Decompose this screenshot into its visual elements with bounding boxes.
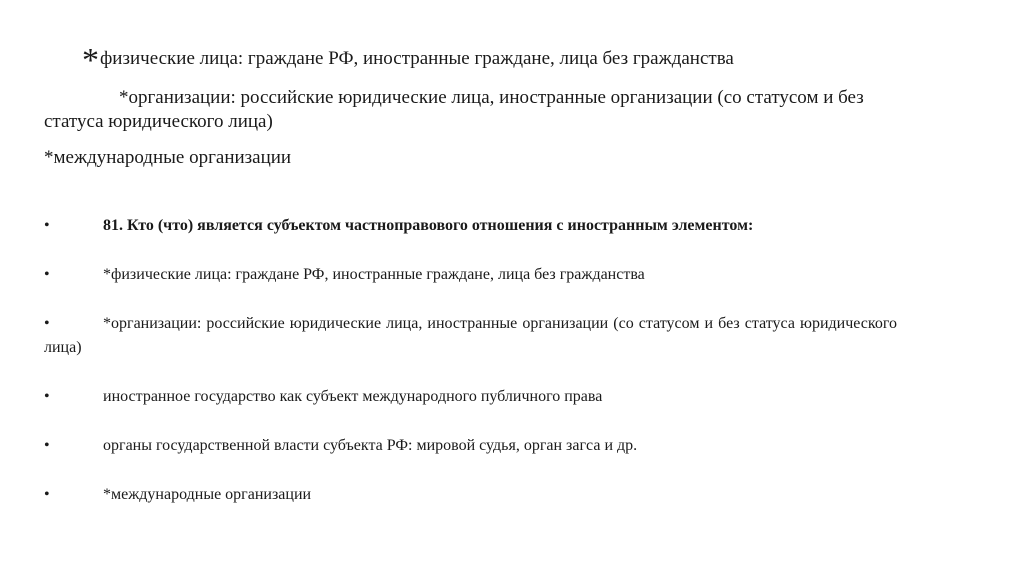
bullet-dot: • xyxy=(44,217,50,234)
bullet-dot: • xyxy=(44,486,50,503)
bullet-text: иностранное государство как субъект международного публичного права xyxy=(103,388,603,405)
bullet-item-state-bodies xyxy=(44,434,897,458)
bullet-dot: • xyxy=(44,315,50,332)
bullet-item-foreign-state xyxy=(44,385,897,409)
bullet-dot: • xyxy=(44,266,50,283)
heading-line-individuals-text: физические лица: граждане РФ, иностранные граждане, лица без гражданства xyxy=(100,48,734,69)
bullet-text: *международные организации xyxy=(103,486,312,503)
bullet-dot: • xyxy=(44,388,50,405)
bullet-item-question xyxy=(44,214,897,238)
bullet-dot: • xyxy=(44,437,50,454)
bullet-list xyxy=(44,214,897,507)
bullet-item-organizations xyxy=(44,312,897,360)
bullet-item-individuals xyxy=(44,263,897,287)
asterisk-marker: * xyxy=(82,42,99,79)
bullet-text: 81. Кто (что) является субъектом частноправового отношения с иностранным элементом: xyxy=(103,217,754,234)
heading-line-organizations: *организации: российские юридические лица, иностранные организации (со статусом и без статуса юридического лица) xyxy=(44,87,864,132)
bullet-text: *организации: российские юридические лица, иностранные организации (со статусом и без статуса юридического лица) xyxy=(44,315,897,356)
bullet-text: *физические лица: граждане РФ, иностранные граждане, лица без гражданства xyxy=(103,266,645,283)
bullet-item-international-orgs xyxy=(44,483,897,507)
heading-line-international-orgs: *международные организации xyxy=(44,147,292,168)
bullet-text: органы государственной власти субъекта РФ: мировой судья, орган загса и др. xyxy=(103,437,638,454)
heading-line-individuals xyxy=(82,42,734,79)
